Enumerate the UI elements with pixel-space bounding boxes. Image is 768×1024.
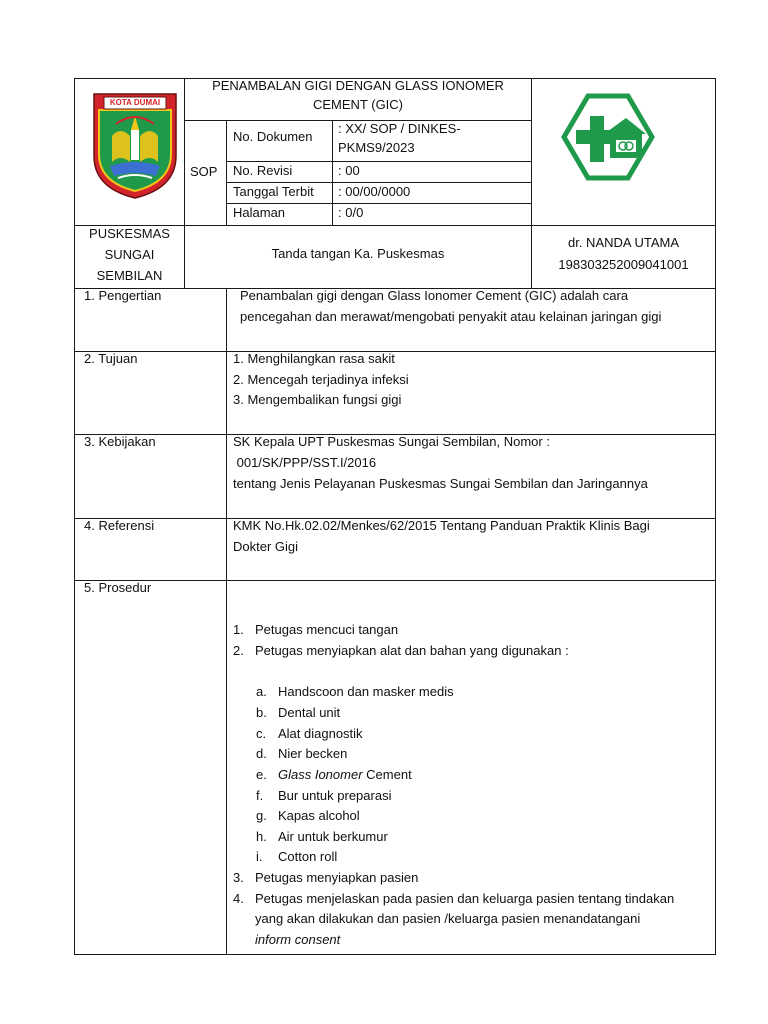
sub-item-d-text: Nier becken bbox=[278, 746, 348, 761]
field-value-no-dokumen-1: : XX/ SOP / DINKES- bbox=[338, 121, 461, 136]
tujuan-item-2: 2. Mencegah terjadinya infeksi bbox=[233, 372, 409, 387]
sub-item-i-key: i. bbox=[256, 849, 263, 864]
step-4-text-3 bbox=[255, 932, 340, 948]
sub-item-g-text: Kapas alcohol bbox=[278, 808, 360, 823]
section-label-tujuan: 2. Tujuan bbox=[84, 351, 138, 366]
field-value-halaman: : 0/0 bbox=[338, 205, 364, 220]
section-label-referensi: 4. Referensi bbox=[84, 518, 155, 533]
step-1-number: 1. bbox=[233, 622, 244, 637]
sub-item-f-key: f. bbox=[256, 788, 264, 803]
sub-item-e-italic: Glass Ionomer bbox=[278, 767, 363, 782]
sub-item-a-key: a. bbox=[256, 684, 267, 699]
step-3-text: Petugas menyiapkan pasien bbox=[255, 870, 419, 885]
sub-item-e-text bbox=[278, 767, 412, 783]
sub-item-e-key: e. bbox=[256, 767, 267, 782]
inform-consent: inform consent bbox=[255, 932, 341, 947]
step-3-number: 3. bbox=[233, 870, 244, 885]
org-name-line3: SEMBILAN bbox=[96, 268, 163, 283]
sub-item-i-text: Cotton roll bbox=[278, 849, 338, 864]
signature-label: Tanda tangan Ka. Puskesmas bbox=[271, 246, 445, 261]
sub-item-c-key: c. bbox=[256, 726, 267, 741]
org-name-line2: SUNGAI bbox=[104, 247, 155, 262]
sub-item-c-text: Alat diagnostik bbox=[278, 726, 363, 741]
pengertian-text-1: Penambalan gigi dengan Glass Ionomer Cement (GIC) adalah cara bbox=[240, 288, 629, 303]
sub-item-h-text: Air untuk berkumur bbox=[278, 829, 388, 844]
head-name: dr. NANDA UTAMA bbox=[567, 235, 679, 250]
step-4-text-2: yang akan dilakukan dan pasien /keluarga pasien menandatangani bbox=[255, 911, 641, 926]
sub-item-d-key: d. bbox=[256, 746, 267, 761]
step-4-text-1: Petugas menjelaskan pada pasien dan keluarga pasien tentang tindakan bbox=[255, 891, 675, 906]
sub-item-b-text: Dental unit bbox=[278, 705, 341, 720]
field-label-tanggal-terbit: Tanggal Terbit bbox=[233, 184, 314, 199]
referensi-text-2: Dokter Gigi bbox=[233, 539, 299, 554]
kota-dumai-logo bbox=[90, 92, 180, 200]
logo-caption: KOTA DUMAI bbox=[109, 98, 161, 107]
org-name-line1: PUSKESMAS bbox=[89, 226, 170, 241]
head-nip: 198303252009041001 bbox=[558, 257, 689, 272]
sub-item-e-rest: Cement bbox=[362, 767, 412, 782]
step-2-text: Petugas menyiapkan alat dan bahan yang digunakan : bbox=[255, 643, 569, 658]
sub-item-g-key: g. bbox=[256, 808, 267, 823]
kebijakan-text-3: tentang Jenis Pelayanan Puskesmas Sungai Sembilan dan Jaringannya bbox=[233, 476, 648, 491]
section-label-pengertian: 1. Pengertian bbox=[84, 288, 162, 303]
section-label-kebijakan: 3. Kebijakan bbox=[84, 434, 156, 449]
document-title-line1: PENAMBALAN GIGI DENGAN GLASS IONOMER bbox=[212, 78, 504, 93]
field-value-tanggal-terbit: : 00/00/0000 bbox=[338, 184, 411, 199]
step-4-number: 4. bbox=[233, 891, 244, 906]
field-label-halaman: Halaman bbox=[233, 205, 286, 220]
sub-item-f-text: Bur untuk preparasi bbox=[278, 788, 392, 803]
field-label-no-dokumen: No. Dokumen bbox=[233, 129, 313, 144]
kebijakan-text-2: 001/SK/PPP/SST.I/2016 bbox=[233, 455, 377, 470]
referensi-text-1: KMK No.Hk.02.02/Menkes/62/2015 Tentang Panduan Praktik Klinis Bagi bbox=[233, 518, 650, 533]
sub-item-h-key: h. bbox=[256, 829, 267, 844]
step-1-text: Petugas mencuci tangan bbox=[255, 622, 399, 637]
section-label-prosedur: 5. Prosedur bbox=[84, 580, 152, 595]
sub-item-b-key: b. bbox=[256, 705, 267, 720]
kebijakan-text-1: SK Kepala UPT Puskesmas Sungai Sembilan, Nomor : bbox=[233, 434, 550, 449]
document-title-line2: CEMENT (GIC) bbox=[312, 97, 404, 112]
sop-label: SOP bbox=[190, 164, 218, 179]
field-value-no-revisi: : 00 bbox=[338, 163, 360, 178]
tujuan-item-3: 3. Mengembalikan fungsi gigi bbox=[233, 392, 402, 407]
sub-item-a-text: Handscoon dan masker medis bbox=[278, 684, 454, 699]
tujuan-item-1: 1. Menghilangkan rasa sakit bbox=[233, 351, 395, 366]
step-2-number: 2. bbox=[233, 643, 244, 658]
field-label-no-revisi: No. Revisi bbox=[233, 163, 293, 178]
puskesmas-logo bbox=[560, 92, 656, 182]
pengertian-text-2: pencegahan dan merawat/mengobati penyakit atau kelainan jaringan gigi bbox=[240, 309, 662, 324]
field-value-no-dokumen-2: PKMS9/2023 bbox=[338, 140, 415, 155]
